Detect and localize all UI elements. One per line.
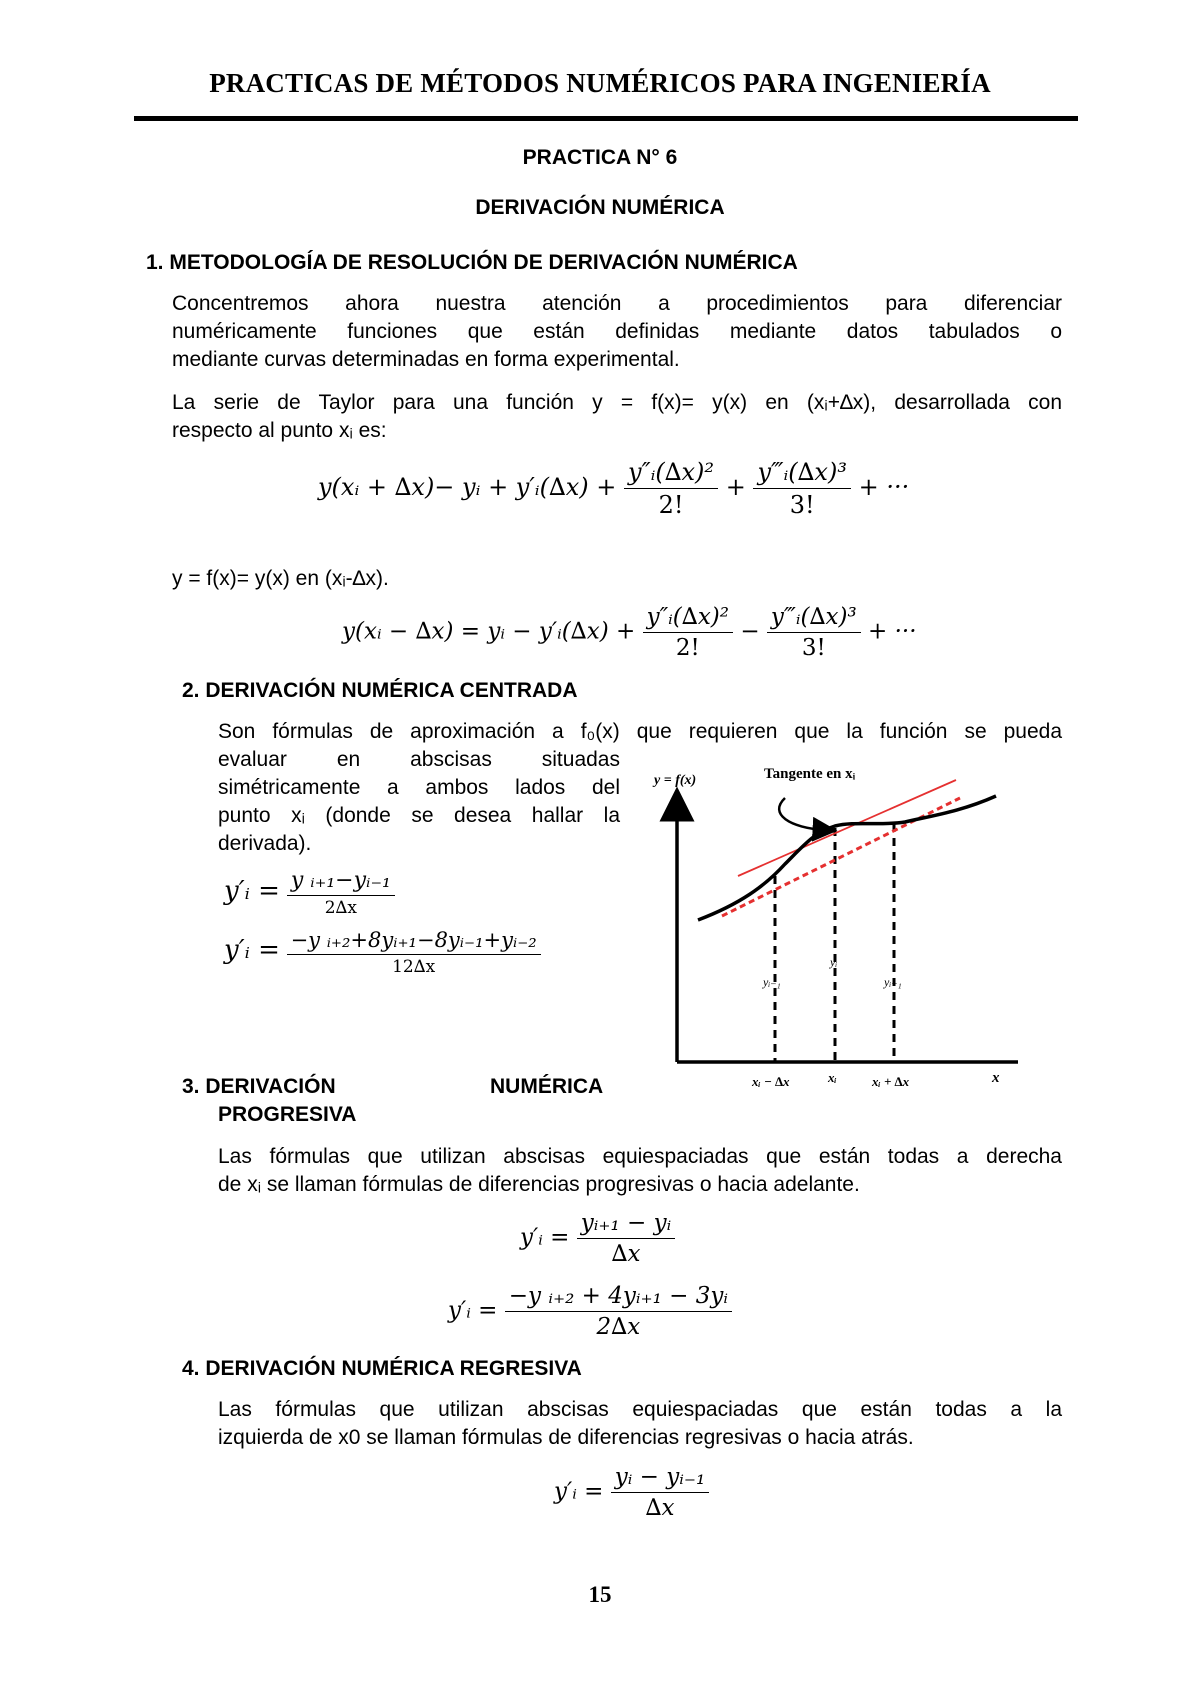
taylor-forward-term3: [753, 458, 851, 519]
tangent-line: [738, 780, 956, 876]
section4-line1: Las fórmulas que utilizan abscisas equiespaciadas que están todas a la: [218, 1398, 1062, 1421]
taylor-forward-term2-den: 2!: [624, 488, 718, 519]
taylor-forward-term2: [624, 458, 718, 519]
page-header-title: PRACTICAS DE MÉTODOS NUMÉRICOS PARA INGENIERÍA: [209, 68, 991, 98]
taylor-backward-minus: −: [740, 618, 760, 645]
section4-title: 4. DERIVACIÓN NUMÉRICA REGRESIVA: [182, 1357, 582, 1380]
section3-title-part1: 3. DERIVACIÓN: [182, 1075, 336, 1098]
section3-line2: de xᵢ se llaman fórmulas de diferencias progresivas o hacia adelante.: [218, 1173, 860, 1196]
section2-line1: Son fórmulas de aproximación a f₀(x) que requieren que la función se pueda: [218, 720, 1062, 743]
x-axis-label: x: [992, 1070, 1000, 1086]
section4-line2: izquierda de x0 se llaman fórmulas de diferencias regresivas o hacia atrás.: [218, 1426, 914, 1449]
centered-formula-1: [224, 868, 395, 918]
section1-para1-line3: mediante curvas determinadas en forma experimental.: [172, 348, 680, 371]
forward-formula-1: [520, 1210, 675, 1267]
section1-para2-line1: La serie de Taylor para una función y = f(x)= y(x) en (xᵢ+∆x), desarrollada con: [172, 391, 1062, 414]
taylor-backward-term2-den: 2!: [643, 632, 733, 661]
y-label-i-minus-1: yᵢ₋₁: [763, 975, 781, 989]
section1-para3: y = f(x)= y(x) en (xᵢ-∆x).: [172, 567, 389, 590]
section2-line4: punto xᵢ (donde se desea hallar la: [218, 804, 620, 827]
centered-formula-1-num: y ᵢ₊₁−yᵢ₋₁: [290, 868, 391, 893]
y-label-i: yᵢ: [830, 955, 838, 969]
forward-formula-1-num: yᵢ₊₁ − yᵢ: [580, 1210, 672, 1236]
centered-formula-2-lhs: y′ᵢ =: [224, 935, 280, 965]
taylor-backward-tail: + ···: [868, 618, 917, 645]
y-label-i-plus-1: yᵢ₊₁: [884, 975, 902, 989]
section1-para1-line1: Concentremos ahora nuestra atención a procedimientos para diferenciar: [172, 292, 1062, 315]
forward-formula-1-frac: [577, 1210, 676, 1267]
centered-difference-diagram: [640, 756, 1040, 1096]
backward-formula-1-lhs: y′ᵢ =: [554, 1478, 604, 1505]
section2-line3: simétricamente a ambos lados del: [218, 776, 620, 799]
backward-formula-1-num: yᵢ − yᵢ₋₁: [614, 1464, 706, 1490]
section1-para2-line2: respecto al punto xᵢ es:: [172, 419, 387, 442]
taylor-forward-term3-num: y‴ᵢ(∆x)³: [757, 458, 847, 486]
y-axis-label: y = f(x): [654, 773, 697, 788]
x-label-left: xᵢ − ∆x: [752, 1074, 790, 1089]
section3-title-part3: PROGRESIVA: [218, 1103, 357, 1126]
taylor-backward-term3-num: y‴ᵢ(∆x)³: [770, 604, 857, 630]
secant-line: [722, 798, 960, 916]
taylor-backward-term3: [767, 604, 861, 661]
centered-formula-2-frac: [287, 928, 541, 977]
page-number: 15: [588, 1582, 612, 1607]
backward-formula-1-den: ∆x: [611, 1492, 710, 1521]
taylor-forward-term2-num: y″ᵢ(∆x)²: [628, 458, 715, 486]
forward-formula-2: [448, 1283, 732, 1340]
practice-number: PRACTICA N° 6: [522, 146, 678, 169]
taylor-backward-term2: [643, 604, 733, 661]
function-curve: [698, 796, 996, 920]
section3-title-part2: NUMÉRICA: [490, 1075, 604, 1098]
section1-para1-line2: numéricamente funciones que están definidas mediante datos tabulados o: [172, 320, 1062, 343]
taylor-forward-lhs: y(xᵢ + ∆x)− yᵢ + y′ᵢ(∆x) +: [318, 473, 617, 501]
forward-formula-1-den: ∆x: [577, 1238, 676, 1267]
centered-formula-2-den: 12∆x: [287, 954, 541, 977]
centered-formula-2-num: −y ᵢ₊₂+8yᵢ₊₁−8yᵢ₋₁+yᵢ₋₂: [290, 928, 537, 952]
header-rule: [134, 116, 1078, 121]
forward-formula-2-lhs: y′ᵢ =: [448, 1297, 498, 1324]
backward-formula-1: [554, 1464, 709, 1521]
centered-formula-2: [224, 928, 541, 977]
taylor-forward-tail: + ···: [858, 473, 910, 501]
section2-line5: derivada).: [218, 832, 312, 855]
taylor-backward-lhs: y(xᵢ − ∆x) = yᵢ − y′ᵢ(∆x) +: [342, 618, 636, 645]
taylor-forward-plus: +: [725, 473, 746, 501]
x-label-right: xᵢ + ∆x: [872, 1074, 910, 1089]
section2-line2: evaluar en abscisas situadas: [218, 748, 620, 771]
taylor-forward-equation: [318, 458, 909, 519]
practice-topic: DERIVACIÓN NUMÉRICA: [475, 196, 725, 219]
taylor-backward-term3-den: 3!: [767, 632, 861, 661]
forward-formula-2-num: −y ᵢ₊₂ + 4yᵢ₊₁ − 3yᵢ: [508, 1283, 728, 1309]
section1-title: 1. METODOLOGÍA DE RESOLUCIÓN DE DERIVACIÓN NUMÉRICA: [146, 251, 798, 274]
taylor-backward-equation: [342, 604, 917, 661]
forward-formula-2-den: 2∆x: [505, 1311, 732, 1340]
tangent-label: Tangente en xᵢ: [764, 766, 856, 782]
x-label-center: xᵢ: [828, 1070, 837, 1085]
forward-formula-2-frac: [505, 1283, 732, 1340]
centered-formula-1-den: 2∆x: [287, 895, 395, 918]
taylor-forward-term3-den: 3!: [753, 488, 851, 519]
backward-formula-1-frac: [611, 1464, 710, 1521]
section2-title: 2. DERIVACIÓN NUMÉRICA CENTRADA: [182, 679, 578, 702]
tangent-pointer-arrow: [779, 798, 825, 830]
centered-formula-1-frac: [287, 868, 395, 918]
section3-line1: Las fórmulas que utilizan abscisas equiespaciadas que están todas a derecha: [218, 1145, 1062, 1168]
centered-formula-1-lhs: y′ᵢ =: [224, 876, 280, 906]
forward-formula-1-lhs: y′ᵢ =: [520, 1224, 570, 1251]
taylor-backward-term2-num: y″ᵢ(∆x)²: [646, 604, 730, 630]
